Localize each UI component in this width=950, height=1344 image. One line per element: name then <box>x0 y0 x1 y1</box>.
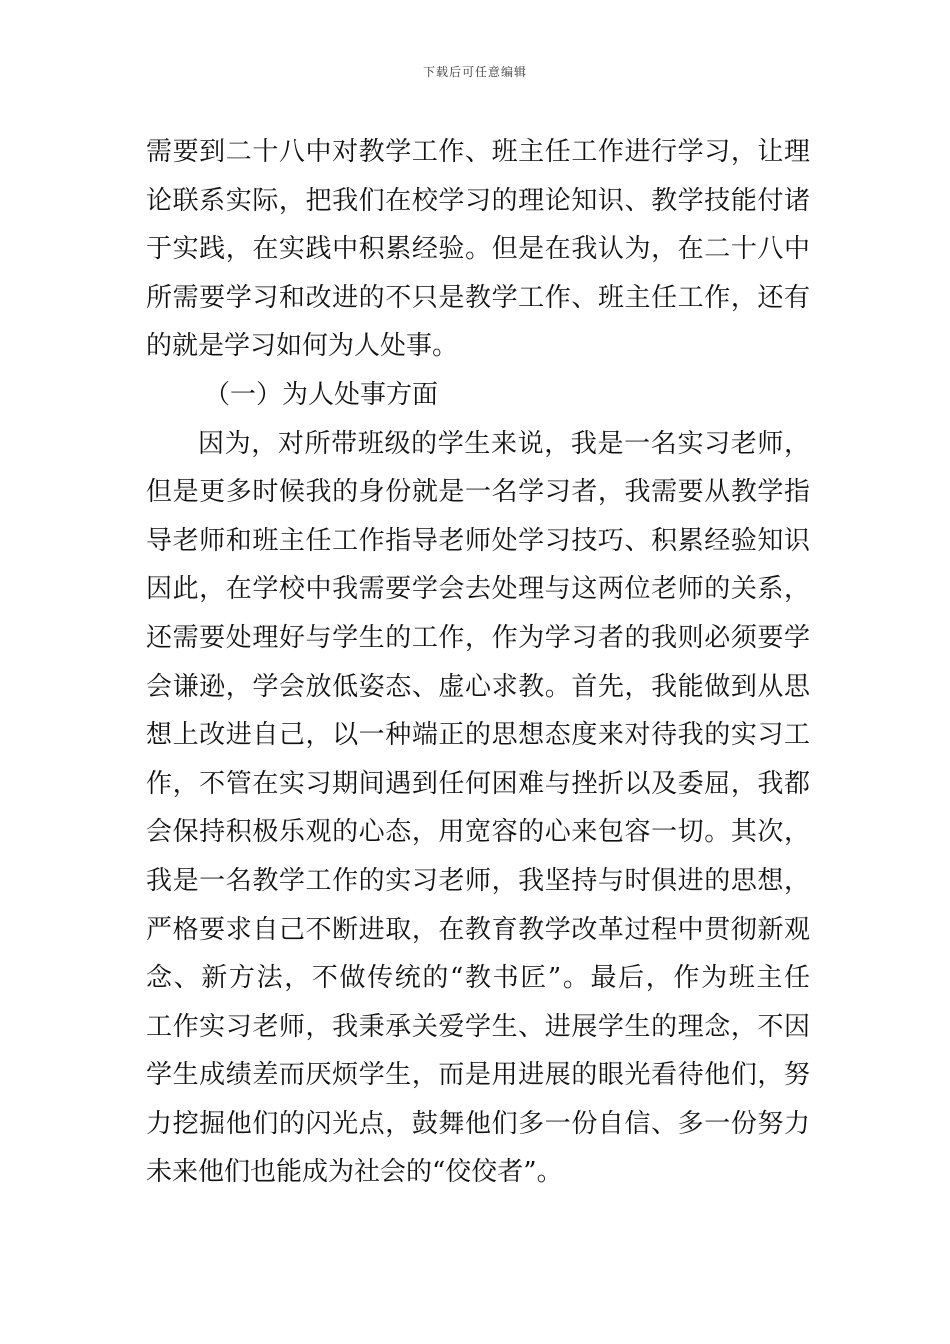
text-line: 严格要求自己不断进取，在教育教学改革过程中贯彻新观 <box>146 914 810 945</box>
text-line: 学生成绩差而厌烦学生，而是用进展的眼光看待他们，努 <box>146 1060 810 1091</box>
text-line: 但是更多时候我的身份就是一名学习者，我需要从教学指 <box>146 477 810 508</box>
text-line: 因为，对所带班级的学生来说，我是一名实习老师， <box>198 428 810 459</box>
text-line: 力挖掘他们的闪光点，鼓舞他们多一份自信、多一份努力 <box>146 1108 810 1139</box>
text-line: 我是一名教学工作的实习老师，我坚持与时俱进的思想， <box>146 865 810 896</box>
text-line: 论联系实际，把我们在校学习的理论知识、教学技能付诸 <box>146 185 810 216</box>
text-line: 的就是学习如何为人处事。 <box>146 331 459 362</box>
text-line: 会谦逊，学会放低姿态、虚心求教。首先，我能做到从思 <box>146 671 810 702</box>
text-line: 会保持积极乐观的心态，用宽容的心来包容一切。其次， <box>146 817 810 848</box>
page-header-note: 下载后可任意编辑 <box>422 65 527 79</box>
text-line: 导老师和班主任工作指导老师处学习技巧、积累经验知识 <box>146 525 810 556</box>
text-line: 工作实习老师，我秉承关爱学生、进展学生的理念，不因 <box>146 1011 810 1042</box>
text-line: 想上改进自己，以一种端正的思想态度来对待我的实习工 <box>146 720 810 751</box>
section-heading: （一）为人处事方面 <box>204 379 439 410</box>
text-line: 作，不管在实习期间遇到任何困难与挫折以及委屈，我都 <box>146 768 810 799</box>
text-line: 需要到二十八中对教学工作、班主任工作进行学习，让理 <box>146 137 810 167</box>
text-line: 未来他们也能成为社会的“佼佼者”。 <box>146 1157 563 1188</box>
text-line: 所需要学习和改进的不只是教学工作、班主任工作，还有 <box>146 282 810 313</box>
text-line: 还需要处理好与学生的工作，作为学习者的我则必须要学 <box>146 622 810 653</box>
document-body <box>146 128 810 1197</box>
text-line: 于实践，在实践中积累经验。但是在我认为，在二十八中 <box>146 234 810 265</box>
text-line: 念、新方法，不做传统的“教书匠”。最后，作为班主任 <box>146 963 810 994</box>
text-line: 因此，在学校中我需要学会去处理与这两位老师的关系， <box>146 574 810 605</box>
